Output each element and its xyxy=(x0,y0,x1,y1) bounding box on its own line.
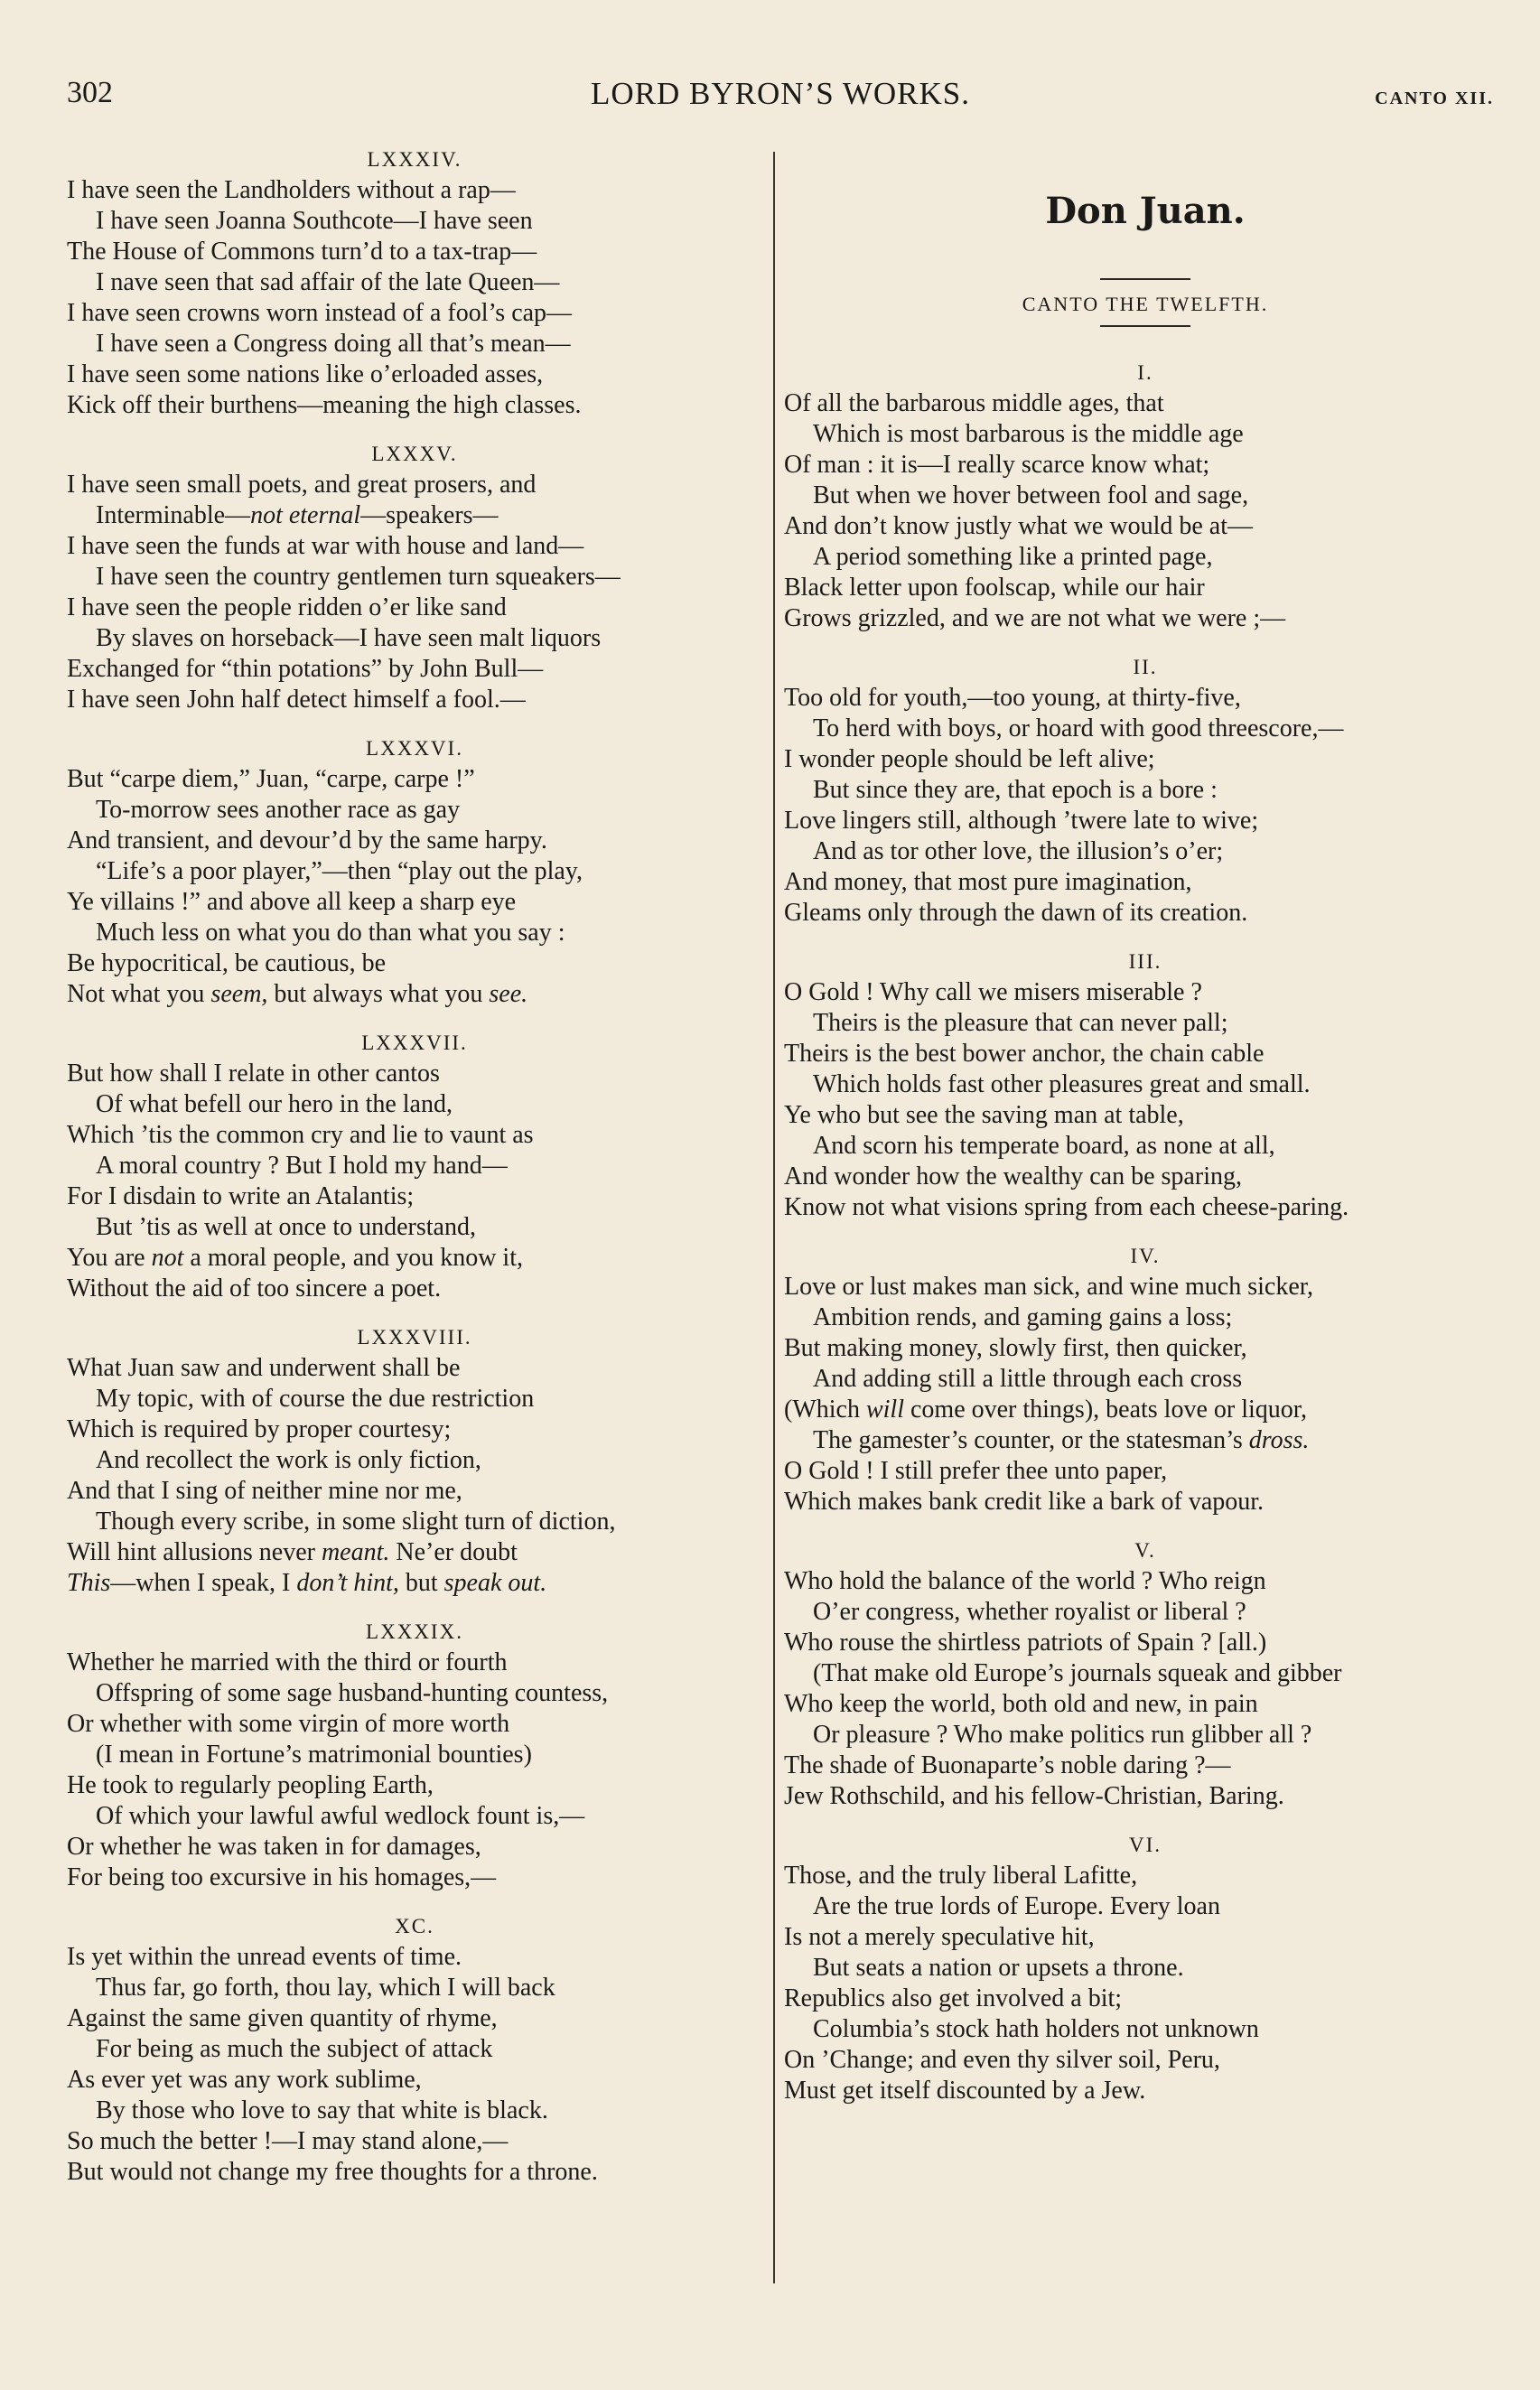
stanza-number: V. xyxy=(1134,1539,1156,1562)
stanza xyxy=(784,358,1507,634)
verse-line: I have seen the people ridden o’er like sand xyxy=(67,593,507,621)
verse-line: By slaves on horseback—I have seen malt liquors xyxy=(96,624,602,652)
verse-line: And wonder how the wealthy can be sparing, xyxy=(784,1162,1242,1190)
verse-line: So much the better !—I may stand alone,— xyxy=(67,2127,509,2155)
verse-line: Who hold the balance of the world ? Who reign xyxy=(784,1567,1266,1595)
verse-line: For being as much the subject of attack xyxy=(96,2035,493,2063)
verse-line: Of which your lawful awful wedlock fount is,— xyxy=(96,1802,585,1830)
verse-line: Offspring of some sage husband-hunting countess, xyxy=(96,1679,609,1707)
verse-line: And adding still a little through each cross xyxy=(813,1365,1243,1393)
verse-line: Or pleasure ? Who make politics run glibber all ? xyxy=(813,1721,1312,1749)
stanza xyxy=(67,439,762,715)
verse-line: On ’Change; and even thy silver soil, Peru, xyxy=(784,2046,1220,2074)
verse-line: Which ’tis the common cry and lie to vaunt as xyxy=(67,1121,534,1149)
verse-line: Of what befell our hero in the land, xyxy=(96,1090,453,1118)
verse-line: Those, and the truly liberal Lafitte, xyxy=(784,1862,1138,1890)
verse-line: But making money, slowly first, then quicker, xyxy=(784,1334,1247,1362)
verse-line: Are the true lords of Europe. Every loan xyxy=(813,1892,1220,1920)
verse-line: Or whether he was taken in for damages, xyxy=(67,1833,481,1861)
verse-line: And don’t know justly what we would be at— xyxy=(784,512,1253,540)
verse-line: I have seen the Landholders without a rap— xyxy=(67,176,516,204)
right-stanzas xyxy=(784,358,1507,2106)
stanza xyxy=(784,652,1507,929)
stanza xyxy=(67,145,762,421)
canto-marker: CANTO XII. xyxy=(1375,89,1494,108)
stanza xyxy=(784,947,1507,1223)
verse-line: I have seen a Congress doing all that’s mean— xyxy=(96,330,571,358)
verse-line: Though every scribe, in some slight turn of diction, xyxy=(96,1508,616,1536)
verse-line: And as tor other love, the illusion’s o’er; xyxy=(813,837,1224,865)
verse-line: Which makes bank credit like a bark of vapour. xyxy=(784,1488,1265,1516)
verse-line: Must get itself discounted by a Jew. xyxy=(784,2077,1146,2105)
verse-line: Of all the barbarous middle ages, that xyxy=(784,389,1164,417)
stanza-number: LXXXIV. xyxy=(367,148,462,171)
stanza xyxy=(784,1241,1507,1517)
stanza xyxy=(67,733,762,1010)
verse-line: And recollect the work is only fiction, xyxy=(96,1446,481,1474)
verse-line: Love or lust makes man sick, and wine much sicker, xyxy=(784,1273,1313,1301)
verse-line: Republics also get involved a bit; xyxy=(784,1984,1123,2012)
verse-line: And that I sing of neither mine nor me, xyxy=(67,1477,462,1505)
verse-line: Too old for youth,—too young, at thirty-five, xyxy=(784,684,1241,712)
stanza-number: LXXXVIII. xyxy=(357,1326,472,1349)
verse-line: (I mean in Fortune’s matrimonial bounties) xyxy=(96,1741,532,1769)
verse-line: Is not a merely speculative hit, xyxy=(784,1923,1095,1951)
verse-line: But when we hover between fool and sage, xyxy=(813,481,1249,509)
verse-line: Thus far, go forth, thou lay, which I will back xyxy=(96,1974,555,2002)
stanza-number: LXXXVI. xyxy=(366,737,463,760)
verse-line: A period something like a printed page, xyxy=(813,543,1213,571)
verse-line: O’er congress, whether royalist or liberal ? xyxy=(813,1598,1246,1626)
verse-line: Who keep the world, both old and new, in pain xyxy=(784,1690,1258,1718)
verse-line: Grows grizzled, and we are not what we were ;— xyxy=(784,604,1286,632)
verse-line: I have seen Joanna Southcote—I have seen xyxy=(96,207,533,235)
verse-line: I have seen small poets, and great prosers, and xyxy=(67,471,537,499)
verse-line: Not what you seem, but always what you see. xyxy=(67,980,528,1008)
verse-line: But how shall I relate in other cantos xyxy=(67,1060,440,1088)
verse-line: This—when I speak, I don’t hint, but speak out. xyxy=(67,1569,547,1597)
verse-line: He took to regularly peopling Earth, xyxy=(67,1771,434,1799)
page-number: 302 xyxy=(67,76,113,109)
verse-line: Is yet within the unread events of time. xyxy=(67,1943,462,1971)
verse-line: But seats a nation or upsets a throne. xyxy=(813,1954,1184,1982)
stanza-number: XC. xyxy=(395,1915,434,1937)
verse-line: The gamester’s counter, or the statesman’s dross. xyxy=(813,1426,1310,1454)
stanza-number: LXXXV. xyxy=(371,443,458,465)
verse-line: O Gold ! I still prefer thee unto paper, xyxy=(784,1457,1168,1485)
stanza-number: IV. xyxy=(1130,1245,1161,1267)
verse-line: I have seen some nations like o’erloaded asses, xyxy=(67,360,544,388)
stanza xyxy=(784,1536,1507,1812)
verse-line: A moral country ? But I hold my hand— xyxy=(96,1152,508,1180)
verse-line: Know not what visions spring from each cheese-paring. xyxy=(784,1193,1349,1221)
verse-line: Which is most barbarous is the middle age xyxy=(813,420,1244,448)
verse-line: Of man : it is—I really scarce know what; xyxy=(784,451,1210,479)
stanza xyxy=(67,1911,762,2188)
column-divider xyxy=(773,152,775,2283)
verse-line: “Life’s a poor player,”—then “play out the play, xyxy=(96,857,583,885)
verse-line: By those who love to say that white is black. xyxy=(96,2096,548,2124)
verse-line: Jew Rothschild, and his fellow-Christian, Baring. xyxy=(784,1782,1284,1810)
title-rule xyxy=(1100,325,1190,327)
verse-line: Much less on what you do than what you say : xyxy=(96,919,565,947)
verse-line: Ye who but see the saving man at table, xyxy=(784,1101,1184,1129)
verse-line: Interminable—not eternal—speakers— xyxy=(96,501,499,529)
stanza xyxy=(67,1617,762,1893)
verse-line: Ye villains !” and above all keep a sharp eye xyxy=(67,888,517,916)
title-rule xyxy=(1100,278,1190,280)
verse-line: I have seen crowns worn instead of a fool’s cap— xyxy=(67,299,573,327)
verse-line: Ambition rends, and gaming gains a loss; xyxy=(813,1303,1233,1331)
verse-line: Without the aid of too sincere a poet. xyxy=(67,1274,442,1302)
verse-line: I nave seen that sad affair of the late Queen— xyxy=(96,268,560,296)
verse-line: (Which will come over things), beats love or liquor, xyxy=(784,1396,1307,1424)
verse-line: As ever yet was any work sublime, xyxy=(67,2066,422,2094)
verse-line: My topic, with of course the due restriction xyxy=(96,1385,535,1413)
verse-line: Kick off their burthens—meaning the high classes. xyxy=(67,391,582,419)
stanza xyxy=(67,1322,762,1599)
verse-line: Against the same given quantity of rhyme, xyxy=(67,2004,498,2032)
running-title: LORD BYRON’S WORKS. xyxy=(591,76,970,111)
verse-line: But since they are, that epoch is a bore : xyxy=(813,776,1218,804)
verse-line: I wonder people should be left alive; xyxy=(784,745,1155,773)
verse-line: I have seen the funds at war with house and land— xyxy=(67,532,584,560)
verse-line: Who rouse the shirtless patriots of Spain ? [all.) xyxy=(784,1629,1267,1657)
verse-line: Black letter upon foolscap, while our hair xyxy=(784,574,1205,602)
page-header xyxy=(67,76,1494,121)
stanza-number: VI. xyxy=(1128,1834,1162,1856)
verse-line: But would not change my free thoughts for a throne. xyxy=(67,2158,598,2186)
stanza-number: I. xyxy=(1137,361,1153,384)
verse-line: (That make old Europe’s journals squeak and gibber xyxy=(813,1659,1342,1687)
right-column xyxy=(784,145,1507,2124)
verse-line: Will hint allusions never meant. Ne’er doubt xyxy=(67,1538,518,1566)
stanza-number: LXXXIX. xyxy=(366,1620,463,1643)
verse-line: I have seen John half detect himself a fool.— xyxy=(67,686,526,714)
stanza-number: LXXXVII. xyxy=(361,1032,468,1054)
verse-line: Columbia’s stock hath holders not unknown xyxy=(813,2015,1259,2043)
verse-line: Whether he married with the third or fourth xyxy=(67,1648,508,1676)
verse-line: Love lingers still, although ’twere late to wive; xyxy=(784,807,1259,835)
verse-line: You are not a moral people, and you know it, xyxy=(67,1244,523,1272)
verse-line: Theirs is the best bower anchor, the chain cable xyxy=(784,1040,1265,1068)
verse-line: Exchanged for “thin potations” by John Bull— xyxy=(67,655,544,683)
verse-line: Which holds fast other pleasures great and small. xyxy=(813,1070,1311,1098)
verse-line: The House of Commons turn’d to a tax-trap— xyxy=(67,238,537,266)
verse-line: To herd with boys, or hoard with good threescore,— xyxy=(813,714,1344,742)
verse-line: O Gold ! Why call we misers miserable ? xyxy=(784,978,1202,1006)
verse-line: Gleams only through the dawn of its creation. xyxy=(784,899,1248,927)
verse-line: Which is required by proper courtesy; xyxy=(67,1415,452,1443)
stanza-number: II. xyxy=(1133,656,1158,678)
verse-line: And transient, and devour’d by the same harpy. xyxy=(67,826,547,854)
verse-line: But ’tis as well at once to understand, xyxy=(96,1213,476,1241)
left-column xyxy=(67,145,762,2206)
verse-line: What Juan saw and underwent shall be xyxy=(67,1354,461,1382)
stanza-number: III. xyxy=(1128,950,1162,973)
stanza xyxy=(67,1028,762,1304)
verse-line: I have seen the country gentlemen turn squeakers— xyxy=(96,563,621,591)
verse-line: Or whether with some virgin of more worth xyxy=(67,1710,510,1738)
canto-heading: CANTO THE TWELFTH. xyxy=(1022,293,1269,315)
verse-line: For being too excursive in his homages,— xyxy=(67,1863,497,1891)
poem-title: Don Juan. xyxy=(1045,190,1246,232)
verse-line: And scorn his temperate board, as none at all, xyxy=(813,1132,1275,1160)
verse-line: Theirs is the pleasure that can never pall; xyxy=(813,1009,1228,1037)
verse-line: Be hypocritical, be cautious, be xyxy=(67,949,386,977)
verse-line: The shade of Buonaparte’s noble daring ?— xyxy=(784,1751,1231,1779)
stanza xyxy=(784,1830,1507,2106)
verse-line: And money, that most pure imagination, xyxy=(784,868,1192,896)
verse-line: For I disdain to write an Atalantis; xyxy=(67,1182,415,1210)
verse-line: To-morrow sees another race as gay xyxy=(96,796,461,824)
verse-line: But “carpe diem,” Juan, “carpe, carpe !” xyxy=(67,765,475,793)
